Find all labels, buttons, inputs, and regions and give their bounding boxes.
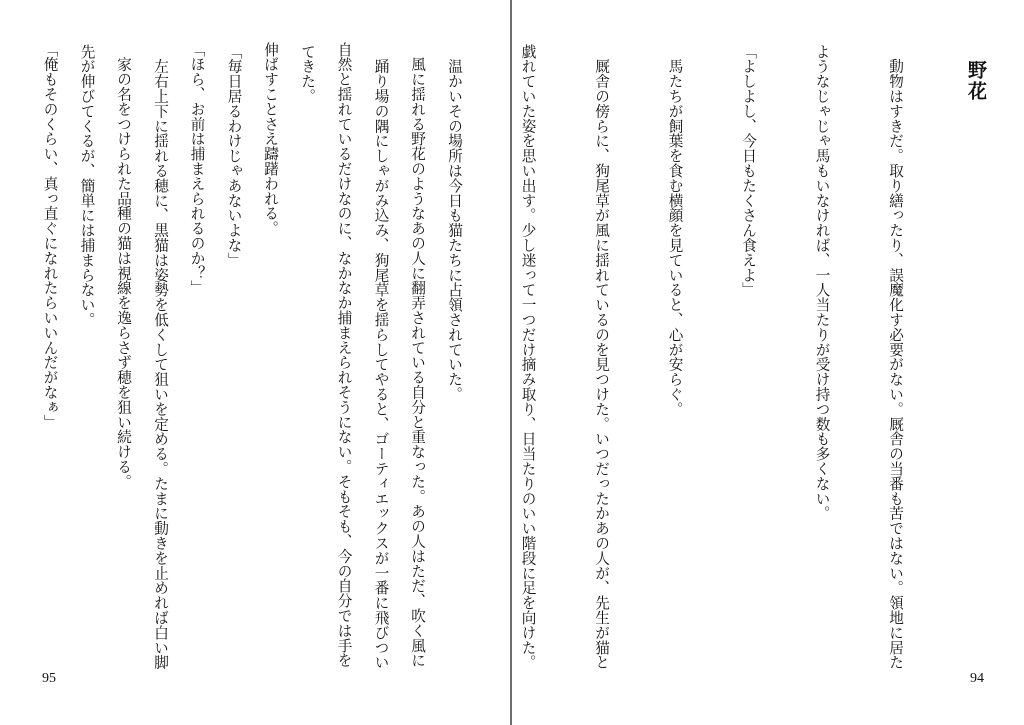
body-line: 家の名をつけられた品種の猫は視線を逸らさず穂を狙い続ける。 <box>115 42 132 489</box>
page-number: 94 <box>970 671 984 686</box>
body-line: 動物はすきだ。取り繕ったり、誤魔化す必要がない。厩舎の当番も苦ではない。領地に居た <box>887 44 904 670</box>
body-line: 風に揺れる野花のようなあの人に翻弄されている自分と重なった。あの人はただ、吹く風に <box>409 42 426 668</box>
body-line: 厩舎の傍らに、狗尾草が風に揺れているのを見つけた。いつだったかあの人が、先生が猫と <box>593 44 610 670</box>
page-number: 95 <box>42 671 56 686</box>
body-line: 「俺もそのくらい、真っ直ぐになれたらいいんだがなぁ」 <box>41 42 59 430</box>
body-line: 戯れていた姿を思い出す。少し迷って一つだけ摘み取り、日当たりのいい階段に足を向けた。 <box>519 44 537 670</box>
body-line: 踊り場の隅にしゃがみ込み、狗尾草を揺らしてやると、ゴーティエックスが一番に飛びつい <box>372 44 390 670</box>
chapter-title: 野花 <box>965 60 987 102</box>
body-line: 自然と揺れているだけなのに、なかなか捕まえられそうにない。そもそも、今の自分では手を <box>335 42 353 668</box>
body-line: 「ほら、お前は捕まえられるのか？」 <box>188 42 206 296</box>
body-line: 「毎日居るわけじゃあないよな」 <box>225 44 243 268</box>
body-line: 馬たちが飼葉を食む横顔を見ていると、心が安らぐ。 <box>666 44 684 417</box>
body-line: 左右上下に揺れる穂に、黒猫は姿勢を低くして狙いを定める。たまに動きを止めれば白い脚 <box>152 44 169 670</box>
body-line: 温かいその場所は今日も猫たちに占領されていた。 <box>446 44 463 402</box>
body-line: 先が伸びてくるが、簡単には捕まらない。 <box>78 44 96 328</box>
body-line: 「よしよし、今日もたくさん食えよ」 <box>740 44 757 298</box>
body-line: ようなじゃじゃ馬もいなければ、一人当たりが受け持つ数も多くない。 <box>813 44 831 521</box>
body-line: 伸ばすことさえ躊躇われる。 <box>262 42 279 236</box>
body-line: てきた。 <box>299 44 316 104</box>
right-page-body <box>25 42 956 670</box>
